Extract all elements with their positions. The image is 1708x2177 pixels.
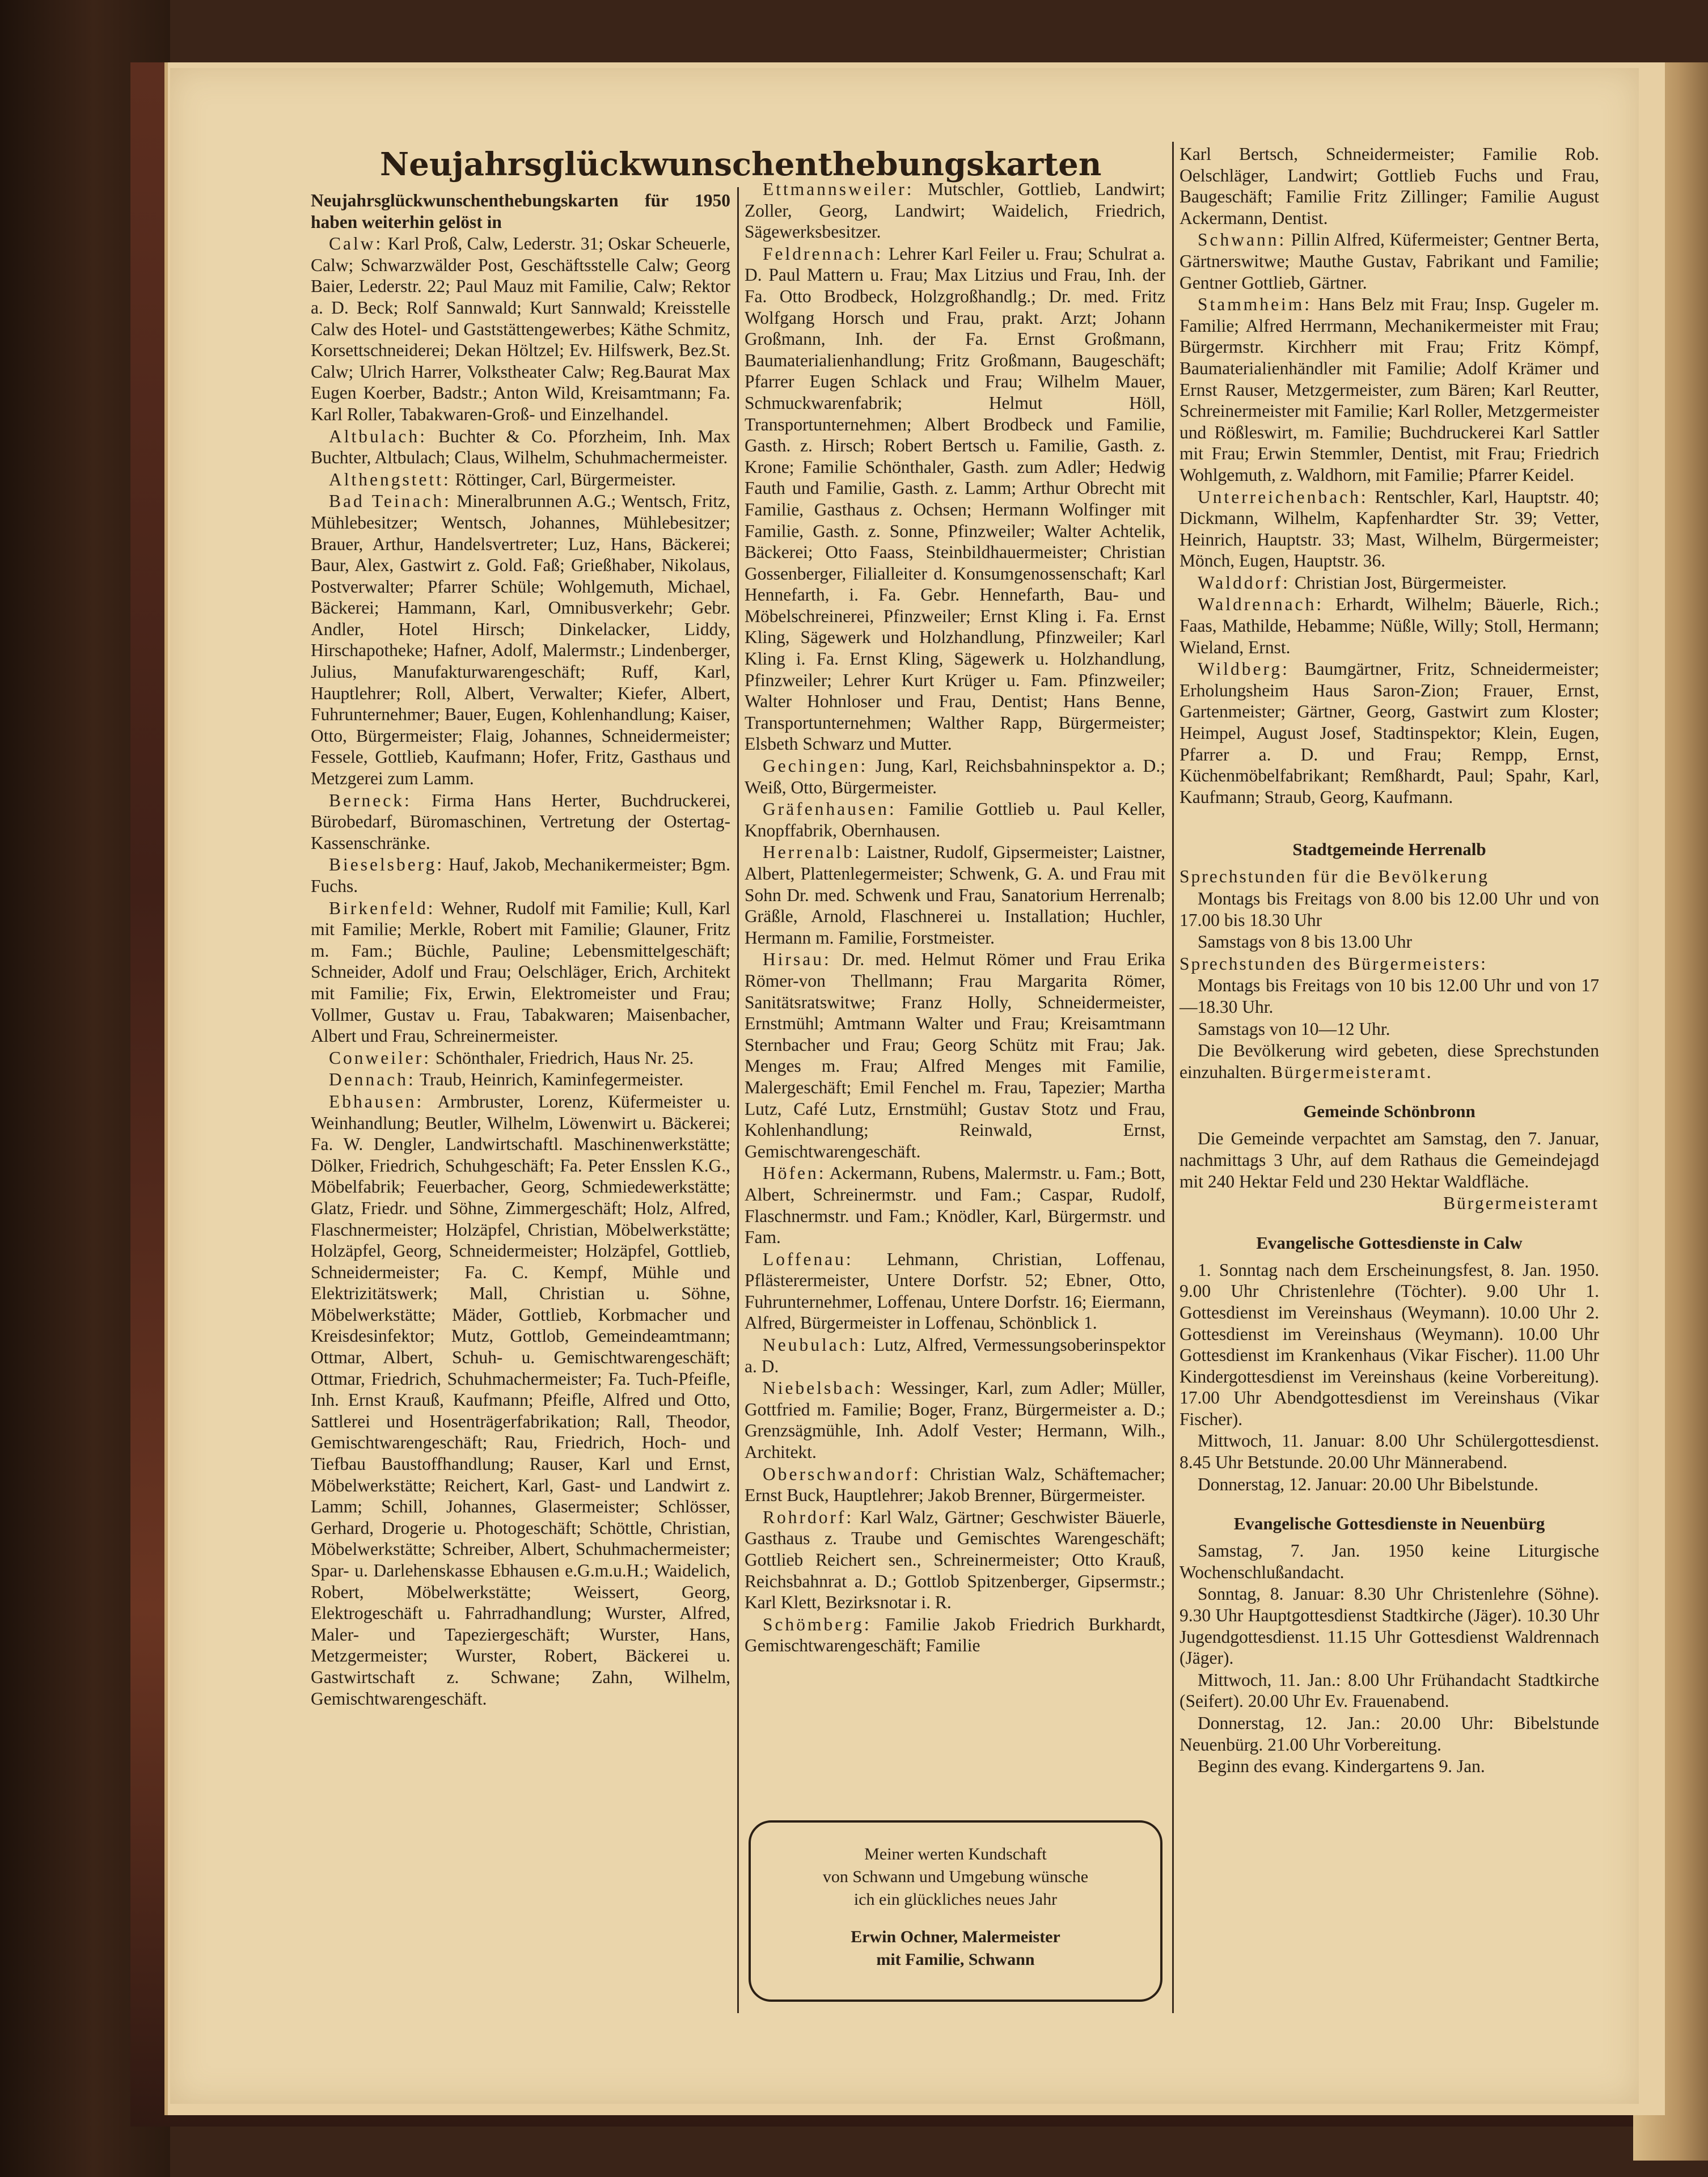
place-entry xyxy=(311,1091,730,1709)
place-name: Schömberg: xyxy=(763,1614,872,1634)
place-entry xyxy=(1179,572,1599,594)
entry-text: Christian Walz, Schäftemacher; Ernst Buck, Hauptlehrer; Jakob Brenner, Bürgermeister. xyxy=(745,1464,1165,1506)
column-1 xyxy=(311,190,730,1710)
place-entry xyxy=(311,426,730,468)
place-entry xyxy=(745,1249,1165,1334)
place-name: Feldrennach: xyxy=(763,243,883,264)
entry-text: Schönthaler, Friedrich, Haus Nr. 25. xyxy=(430,1047,694,1068)
schoenbronn-signature: Bürgermeisteramt xyxy=(1443,1193,1599,1214)
place-name: Schwann: xyxy=(1198,230,1287,250)
place-entry xyxy=(745,179,1165,243)
place-entry xyxy=(745,949,1165,1162)
entry-text: Karl Walz, Gärtner; Geschwister Bäuerle, Gasthaus z. Traube und Gemischtes Warengeschäft; Gottlieb Reichert sen., Schreinermeister; Otto Krauß, Reichsbahnrat a. D.; Gottlob Spitzenberger, Gipsermstr.; Karl Klett, Bezirksnotar i. R. xyxy=(745,1507,1165,1613)
entry-text: Rentschler, Karl, Hauptstr. 40; Dickmann, Wilhelm, Kapfenhardter Str. 39; Vetter, Heinrich, Hauptstr. 33; Mast, Wilhelm, Bürgermeister; Mönch, Eugen, Hauptstr. 36. xyxy=(1179,487,1599,571)
column-3 xyxy=(1179,143,1599,1778)
entry-text: Traub, Heinrich, Kaminfegermeister. xyxy=(415,1070,684,1090)
schoenbronn-text: Die Gemeinde verpachtet am Samstag, den 7. Januar, nachmittags 3 Uhr, auf dem Rathaus die Gemeindejagd mit 240 Hektar Feld und 230 Hektar Waldfläche. xyxy=(1179,1128,1599,1191)
entry-text: Dr. med. Helmut Römer und Frau Erika Römer-von Thellmann; Frau Margarita Römer, Sanitätsratswitwe; Franz Holly, Schneidermeister, Ernstmühl; Amtmann Walter und Frau; Kreisamtmann Sternbacher und Frau; Georg Schütz mit Frau; Jak. Menges m. Frau; Alfred Menges mit Familie, Malergeschäft; Emil Fenchel m. Frau, Tapezier; Martha Lutz, Café Lutz, Ernstmühl; Gustav Stotz und Frau, Kohlenhandlung; Reinwald, Ernst, Gemischtwarengeschäft. xyxy=(745,949,1165,1161)
entry-text: Laistner, Rudolf, Gipsermeister; Laistner, Albert, Plattenlegermeister; Schwenk, G. A. und Frau mit Sohn Dr. med. Schwenk und Frau, Sanatorium Herrenalb; Gräßle, Arnold, Flaschnerei u. Installation; Huchler, Hermann m. Familie, Forstmeister. xyxy=(745,842,1165,948)
place-entry xyxy=(311,790,730,854)
place-entry xyxy=(1179,229,1599,293)
greeting-advertisement xyxy=(749,1820,1162,2002)
place-name: Waldrennach: xyxy=(1198,594,1324,615)
schoenbronn-title: Gemeinde Schönbronn xyxy=(1303,1101,1476,1122)
place-name: Conweiler: xyxy=(329,1047,431,1068)
place-name: Rohrdorf: xyxy=(763,1507,854,1527)
neuenbuerg-service-title: Evangelische Gottesdienste in Neuenbürg xyxy=(1233,1514,1545,1534)
place-entry xyxy=(745,842,1165,948)
place-name: Gechingen: xyxy=(763,756,868,776)
ad-line-1: Meiner werten Kundschaft xyxy=(864,1845,1047,1863)
place-entry xyxy=(311,233,730,425)
neuenbuerg-service-1: Samstag, 7. Jan. 1950 keine Liturgische Wochenschlußandacht. xyxy=(1179,1541,1599,1582)
entry-text: Buchter & Co. Pforzheim, Inh. Max Buchter, Altbulach; Claus, Wilhelm, Schuhmachermeister. xyxy=(311,426,730,468)
calw-service-title: Evangelische Gottesdienste in Calw xyxy=(1256,1232,1523,1253)
place-name: Bad Teinach: xyxy=(329,491,451,512)
place-entry xyxy=(311,1069,730,1090)
ad-line-3: ich ein glückliches neues Jahr xyxy=(853,1890,1058,1909)
place-name: Althengstett: xyxy=(329,469,451,489)
ad-family: mit Familie, Schwann xyxy=(876,1950,1035,1969)
herrenalb-signature: Bürgermeisteramt. xyxy=(1270,1062,1433,1082)
entry-text: Mutschler, Gottlieb, Landwirt; Zoller, Georg, Landwirt; Waidelich, Friedrich, Sägewerksbesitzer. xyxy=(745,179,1165,242)
entry-text: Pillin Alfred, Küfermeister; Gentner Berta, Gärtnerswitwe; Mauthe Gustav, Fabrikant und Familie; Gentner Gottlieb, Gärtner. xyxy=(1179,230,1599,293)
place-name: Unterreichenbach: xyxy=(1198,487,1368,507)
entry-text: Röttinger, Carl, Bürgermeister. xyxy=(450,469,676,489)
neuenbuerg-service-5: Beginn des evang. Kindergartens 9. Jan. xyxy=(1198,1756,1485,1777)
herrenalb-heading-2: Sprechstunden des Bürgermeisters: xyxy=(1179,953,1487,974)
calw-service-2: Mittwoch, 11. Januar: 8.00 Uhr Schülergottesdienst. 8.45 Uhr Betstunde. 20.00 Uhr Männerabend. xyxy=(1179,1431,1599,1473)
neuenbuerg-service-2: Sonntag, 8. Januar: 8.30 Uhr Christenlehre (Söhne). 9.30 Uhr Hauptgottesdienst Stadtkirche (Jäger). 10.30 Uhr Jugendgottesdienst. 11.15 Uhr Gottesdienst Waldrennach (Jäger). xyxy=(1179,1584,1599,1668)
herrenalb-line-4: Samstags von 10—12 Uhr. xyxy=(1198,1018,1390,1039)
entry-list-col2 xyxy=(745,179,1165,1656)
entry-list-col3 xyxy=(1179,229,1599,808)
entry-text: Ackermann, Rubens, Malermstr. u. Fam.; Bott, Albert, Schreinermstr. und Fam.; Caspar, Rudolf, Flaschnermstr. und Fam.; Knödler, Karl, Bürgermstr. und Fam. xyxy=(745,1163,1165,1248)
place-entry xyxy=(1179,294,1599,485)
place-name: Oberschwandorf: xyxy=(763,1464,921,1484)
herrenalb-line-2: Samstags von 8 bis 13.00 Uhr xyxy=(1198,932,1412,952)
ad-line-2: von Schwann und Umgebung wünsche xyxy=(822,1867,1089,1886)
place-name: Wildberg: xyxy=(1198,659,1290,679)
place-name: Loffenau: xyxy=(763,1249,853,1269)
place-entry xyxy=(1179,658,1599,808)
entry-text: Lutz, Alfred, Vermessungsoberinspektor a. D. xyxy=(745,1335,1165,1376)
entry-text: Lehmann, Christian, Loffenau, Pflästerermeister, Untere Dorfstr. 52; Ebner, Otto, Fuhrunternehmer, Loffenau, Untere Dorfstr. 16; Eiermann, Alfred, Bürgermeister in Loffenau, Schönblick 1. xyxy=(745,1249,1165,1333)
entry-text: Christian Jost, Bürgermeister. xyxy=(1290,572,1507,593)
ad-name: Erwin Ochner, Malermeister xyxy=(851,1927,1060,1946)
place-entry xyxy=(1179,594,1599,658)
herrenalb-line-5 xyxy=(1179,1040,1599,1083)
place-entry xyxy=(745,1377,1165,1462)
place-name: Herrenalb: xyxy=(763,842,862,863)
column-2 xyxy=(745,179,1165,1657)
place-name: Calw: xyxy=(329,234,383,254)
place-name: Gräfenhausen: xyxy=(763,799,897,819)
entry-text: Karl Proß, Calw, Lederstr. 31; Oskar Scheuerle, Calw; Schwarzwälder Post, Geschäftsstelle Calw; Georg Baier, Lederstr. 22; Paul Mauz mit Familie, Calw; Rektor a. D. Beck; Rolf Sannwald; Kurt Sannwald; Kreisstelle Calw des Hotel- und Gaststättengewerbes; Käthe Schmitz, Korsettschneiderei; Dekan Höltzel; Ev. Hilfswerk, Bez.St. Calw; Ulrich Harrer, Volkstheater Calw; Reg.Baurat Max Eugen Koerber, Badstr.; Anton Wild, Kreisamtmann; Fa. Karl Roller, Tabakwaren-Groß- und Einzelhandel. xyxy=(311,234,730,424)
calw-service-1: 1. Sonntag nach dem Erscheinungsfest, 8. Jan. 1950. 9.00 Uhr Christenlehre (Töchter). 9.00 Uhr 1. Gottesdienst im Vereinshaus (Weymann). 10.00 Uhr 2. Gottesdienst im Vereinshaus (Weymann). 10.00 Uhr Gottesdienst im Krankenhaus (Vikar Fischer). 11.00 Uhr Kindergottesdienst im Vereinshaus (keine Vorbereitung). 17.00 Uhr Abendgottesdienst im Vereinshaus (Vikar Fischer). xyxy=(1179,1259,1599,1429)
entry-text: Wessinger, Karl, zum Adler; Müller, Gottfried m. Familie; Boger, Franz, Bürgermeister a. D.; Grenzsägmühle, Inh. Adolf Vester; Hermann, Wilh., Architekt. xyxy=(745,1378,1165,1462)
place-entry xyxy=(745,243,1165,755)
place-name: Ettmannsweiler: xyxy=(763,179,914,199)
place-entry xyxy=(311,1047,730,1069)
place-entry xyxy=(745,755,1165,798)
place-name: Stammheim: xyxy=(1198,294,1312,315)
entry-text: Mineralbrunnen A.G.; Wentsch, Fritz, Mühlebesitzer; Wentsch, Johannes, Mühlebesitzer; Brauer, Arthur, Handelsvertreter; Luz, Hans, Bäckerei; Baur, Alex, Gastwirt z. Gold. Faß; Grießhaber, Nikolaus, Postverwalter; Pfarrer Schüle; Wohlgemuth, Michael, Bäckerei; Hammann, Karl, Omnibusverkehr; Gebr. Andler, Hotel Hirsch; Dinkelacker, Liddy, Hirschapotheke; Hafner, Adolf, Malermstr.; Lindenberger, Julius, Manufakturwarengeschäft; Ruff, Karl, Hauptlehrer; Roll, Albert, Verwalter; Kiefer, Albert, Fuhrunternehmer; Bauer, Eugen, Kohlenhandlung; Kaiser, Otto, Bürgermeister; Flaig, Johannes, Schneidermeister; Fessele, Gottlieb, Kaufmann; Hofer, Fritz, Gasthaus und Metzgerei zum Lamm. xyxy=(311,491,730,789)
entry-text: Erhardt, Wilhelm; Bäuerle, Rich.; Faas, Mathilde, Hebamme; Nüßle, Willy; Stoll, Hermann; Wieland, Ernst. xyxy=(1179,594,1599,657)
place-entry xyxy=(311,491,730,789)
entry-text: Familie Gottlieb u. Paul Keller, Knopffabrik, Obernhausen. xyxy=(745,799,1165,840)
intro-paragraph: Neujahrsglückwunschenthebungskarten für 1950 haben weiterhin gelöst in xyxy=(311,191,730,232)
herrenalb-line-3: Montags bis Freitags von 10 bis 12.00 Uhr und von 17—18.30 Uhr. xyxy=(1179,975,1599,1017)
column-rule-2 xyxy=(1172,142,1174,2013)
calw-service-3: Donnerstag, 12. Januar: 20.00 Uhr Bibelstunde. xyxy=(1198,1474,1539,1494)
place-entry xyxy=(311,469,730,491)
entry-text: Baumgärtner, Fritz, Schneidermeister; Erholungsheim Haus Saron-Zion; Frauer, Ernst, Gartenmeister; Gärtner, Georg, Gastwirt zum Kloster; Heimpel, August Josef, Stadtinspektor; Klein, Eugen, Pfarrer a. D. und Frau; Rempp, Ernst, Küchenmöbelfabrikant; Remßhardt, Paul; Spahr, Karl, Kaufmann; Straub, Georg, Kaufmann. xyxy=(1179,659,1599,807)
entry-text: Jung, Karl, Reichsbahninspektor a. D.; Weiß, Otto, Bürgermeister. xyxy=(745,756,1165,797)
place-name: Höfen: xyxy=(763,1163,826,1183)
entry-text: Familie Jakob Friedrich Burkhardt, Gemischtwarengeschäft; Familie xyxy=(745,1614,1165,1656)
headline: Neujahrsglückwunschenthebungskarten xyxy=(380,146,1102,183)
entry-text: Armbruster, Lorenz, Küfermeister u. Weinhandlung; Beutler, Wilhelm, Löwenwirt u. Bäckerei; Fa. W. Dengler, Landwirtschaftl. Maschinenwerkstätte; Dölker, Friedrich, Schuhgeschäft; Fa. Peter Ensslen K.G., Möbelfabrik; Feuerbacher, Georg, Schmiedewerkstätte; Glatz, Friedr. und Söhne, Zimmergeschäft; Holz, Alfred, Flaschnermeister; Holzäpfel, Christian, Möbelwerkstätte; Holzäpfel, Georg, Schneidermeister; Holzäpfel, Gottlieb, Schneidermeister; Fa. C. Kempf, Mühle und Elektrizitätswerk; Mall, Christian u. Söhne, Möbelwerkstätte; Mäder, Gottlieb, Korbmacher und Kreisdesinfektor; Mutz, Gottlob, Gemeindeamtmann; Ottmar, Albert, Schuh- u. Gemischtwarengeschäft; Ottmar, Friedrich, Schuhmachermeister; Fa. Tuch-Pfeifle, Inh. Ernst Krauß, Kaufmann; Pfeifle, Alfred und Otto, Sattlerei und Hosenträgerfabrikation; Rall, Theodor, Gemischtwarengeschäft; Rau, Friedrich, Hoch- und Tiefbau Baustoffhandlung; Rauser, Karl und Ernst, Möbelwerkstätte; Reichert, Karl, Gast- und Landwirt z. Lamm; Schill, Johannes, Glasermeister; Schlösser, Gerhard, Drogerie u. Photogeschäft; Schöttle, Christian, Möbelwerkstätte; Schreiber, Albert, Schuhmachermeister; Spar- u. Darlehenskasse Ebhausen e.G.m.u.H.; Waidelich, Robert, Möbelwerkstätte; Weissert, Georg, Elektrogeschäft u. Fahrradhandlung; Wurster, Alfred, Maler- und Tapeziergeschäft; Wurster, Hans, Metzgermeister; Wurster, Robert, Bäckerei u. Gastwirtschaft z. Schwane; Zahn, Wilhelm, Gemischtwarengeschäft. xyxy=(311,1091,730,1709)
place-entry xyxy=(745,1163,1165,1248)
place-name: Niebelsbach: xyxy=(763,1378,883,1398)
place-name: Bieselsberg: xyxy=(329,855,445,875)
place-entry xyxy=(1179,487,1599,572)
place-name: Dennach: xyxy=(329,1070,416,1090)
neuenbuerg-service-3: Mittwoch, 11. Jan.: 8.00 Uhr Frühandacht Stadtkirche (Seifert). 20.00 Uhr Ev. Frauenabend. xyxy=(1179,1669,1599,1711)
place-entry xyxy=(745,1334,1165,1377)
neuenbuerg-service-4: Donnerstag, 12. Jan.: 20.00 Uhr: Bibelstunde Neuenbürg. 21.00 Uhr Vorbereitung. xyxy=(1179,1713,1599,1755)
entry-text: Hauf, Jakob, Mechanikermeister; Bgm. Fuchs. xyxy=(311,855,730,896)
entry-list-col1 xyxy=(311,233,730,1709)
place-entry xyxy=(745,1464,1165,1506)
place-entry xyxy=(745,1614,1165,1656)
column-rule-1 xyxy=(737,187,739,2013)
place-name: Altbulach: xyxy=(329,426,427,446)
entry-text: Hans Belz mit Frau; Insp. Gugeler m. Familie; Alfred Herrmann, Mechanikermeister mit Frau; Bürgermstr. Kirchherr mit Frau; Fritz Kömpf, Baumaterialienhändler mit Familie; Adolf Krämer und Ernst Rauser, Metzgermeister, zum Bären; Karl Reutter, Schreinermeister mit Familie; Karl Roller, Metzgermeister und Rößleswirt, m. Familie; Buchdruckerei Karl Sattler mit Frau; Erwin Stemmler, Dentist, mit Frau; Friedrich Wohlgemuth, z. Waldhorn, mit Familie; Pfarrer Keidel. xyxy=(1179,294,1599,485)
place-name: Ebhausen: xyxy=(329,1091,424,1111)
herrenalb-title: Stadtgemeinde Herrenalb xyxy=(1292,839,1486,860)
place-entry xyxy=(311,854,730,897)
place-name: Hirsau: xyxy=(763,949,831,970)
entry-text: Wehner, Rudolf mit Familie; Kull, Karl mit Familie; Merkle, Robert mit Familie; Glauner, Fritz m. Fam.; Büchle, Pauline; Lebensmittelgeschäft; Schneider, Adolf und Frau; Oelschläger, Erich, Architekt mit Familie; Fix, Erwin, Elektromeister und Frau; Vollmer, Gustav u. Frau, Tabakwaren; Maisenbacher, Albert und Frau, Schreinermeister. xyxy=(311,898,730,1046)
herrenalb-line-1: Montags bis Freitags von 8.00 bis 12.00 Uhr und von 17.00 bis 18.30 Uhr xyxy=(1179,889,1599,930)
herrenalb-heading-1: Sprechstunden für die Bevölkerung xyxy=(1179,866,1490,887)
place-name: Walddorf: xyxy=(1198,572,1290,593)
place-entry xyxy=(311,898,730,1047)
herrenalb-notice: Die Bevölkerung wird gebeten, diese Sprechstunden einzuhalten. xyxy=(1179,1041,1599,1082)
entry-text: Lehrer Karl Feiler u. Frau; Schulrat a. D. Paul Mattern u. Frau; Max Litzius und Frau, Inh. der Fa. Otto Brodbeck, Holzgroßhandlg.; Dr. med. Fritz Wolfgang Horsch und Frau, prakt. Arzt; Johann Großmann, Inh. der Fa. Ernst Großmann, Baumaterialienhandlung; Fritz Großmann, Baugeschäft; Pfarrer Eugen Schlack und Frau; Wilhelm Mauer, Schmuckwarenfabrik; Helmut Höll, Transportunternehmen; Albert Brodbeck und Familie, Gasth. z. Hirsch; Robert Bertsch u. Familie, Gasth. z. Krone; Familie Schönthaler, Gasth. zum Adler; Hedwig Fauth und Familie, Gasth. z. Lamm; Arthur Obrecht mit Familie, Gasthaus z. Ochsen; Hermann Wolfinger mit Familie, Gasth. z. Sonne, Pfinzweiler; Walter Achtelik, Bäckerei; Otto Faass, Steinbildhauermeister; Christian Gossenberger, Filialleiter d. Konsumgenossenschaft; Karl Hennefarth, i. Fa. Gebr. Hennefarth, Bau- und Möbelschreinerei, Pfinzweiler; Ernst Kling i. Fa. Ernst Kling, Sägewerk und Holzhandlung, Pfinzweiler; Karl Kling i. Fa. Ernst Kling, Sägewerk u. Holzhandlung, Pfinzweiler; Lehrer Kurt Krüger u. Fam. Pfinzweiler; Walter Hohnloser und Frau, Dentist; Hans Benne, Transportunternehmen; Walther Rapp, Bürgermeister; Elsbeth Schwarz und Mutter. xyxy=(745,243,1165,754)
place-name: Neubulach: xyxy=(763,1335,868,1355)
place-entry xyxy=(745,1507,1165,1613)
continued-entry: Karl Bertsch, Schneidermeister; Familie Rob. Oelschläger, Landwirt; Gottlieb Fuchs und Frau, Baugeschäft; Familie Fritz Zillinger; Familie August Ackermann, Dentist. xyxy=(1179,144,1599,228)
entry-text: Firma Hans Herter, Buchdruckerei, Bürobedarf, Büromaschinen, Vertretung der Ostertag-Kassenschränke. xyxy=(311,790,730,853)
place-name: Birkenfeld: xyxy=(329,898,436,918)
place-entry xyxy=(745,798,1165,841)
place-name: Berneck: xyxy=(329,790,412,810)
